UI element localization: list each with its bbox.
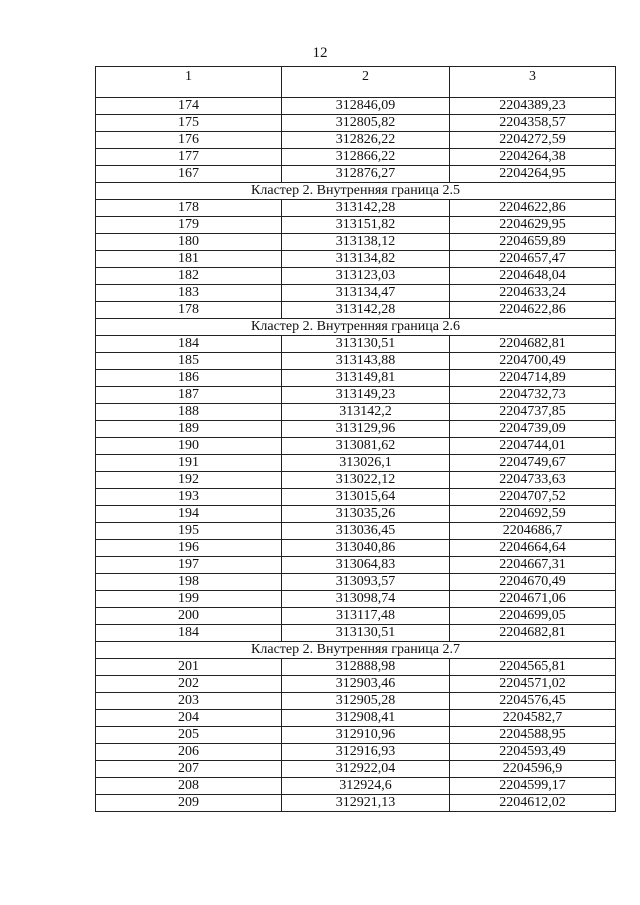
x-coordinate-cell: 313081,62 — [282, 438, 450, 455]
y-coordinate-cell: 2204565,81 — [450, 659, 616, 676]
point-number-cell: 182 — [96, 268, 282, 285]
x-coordinate-cell: 313142,28 — [282, 200, 450, 217]
point-number-cell: 191 — [96, 455, 282, 472]
point-number-cell: 208 — [96, 778, 282, 795]
page-number: 12 — [312, 45, 328, 61]
table-row — [96, 132, 616, 149]
x-coordinate-cell: 312921,13 — [282, 795, 450, 812]
coordinates-table — [95, 66, 616, 812]
cluster-heading: Кластер 2. Внутренняя граница 2.6 — [96, 319, 616, 336]
x-coordinate-cell: 312905,28 — [282, 693, 450, 710]
point-number-cell: 199 — [96, 591, 282, 608]
y-coordinate-cell: 2204682,81 — [450, 625, 616, 642]
y-coordinate-cell: 2204739,09 — [450, 421, 616, 438]
x-coordinate-cell: 313142,2 — [282, 404, 450, 421]
x-coordinate-cell: 312876,27 — [282, 166, 450, 183]
y-coordinate-cell: 2204588,95 — [450, 727, 616, 744]
x-coordinate-cell: 313036,45 — [282, 523, 450, 540]
point-number-cell: 180 — [96, 234, 282, 251]
point-number-cell: 185 — [96, 353, 282, 370]
table-row — [96, 370, 616, 387]
point-number-cell: 196 — [96, 540, 282, 557]
cluster-heading: Кластер 2. Внутренняя граница 2.7 — [96, 642, 616, 659]
table-row — [96, 506, 616, 523]
x-coordinate-cell: 313138,12 — [282, 234, 450, 251]
point-number-cell: 175 — [96, 115, 282, 132]
x-coordinate-cell: 312805,82 — [282, 115, 450, 132]
point-number-cell: 193 — [96, 489, 282, 506]
y-coordinate-cell: 2204749,67 — [450, 455, 616, 472]
table-row — [96, 489, 616, 506]
point-number-cell: 209 — [96, 795, 282, 812]
table-row — [96, 387, 616, 404]
x-coordinate-cell: 313022,12 — [282, 472, 450, 489]
y-coordinate-cell: 2204272,59 — [450, 132, 616, 149]
y-coordinate-cell: 2204699,05 — [450, 608, 616, 625]
table-row — [96, 234, 616, 251]
x-coordinate-cell: 312910,96 — [282, 727, 450, 744]
table-row — [96, 166, 616, 183]
x-coordinate-cell: 313149,81 — [282, 370, 450, 387]
table-row — [96, 285, 616, 302]
y-coordinate-cell: 2204671,06 — [450, 591, 616, 608]
x-coordinate-cell: 312908,41 — [282, 710, 450, 727]
x-coordinate-cell: 312916,93 — [282, 744, 450, 761]
y-coordinate-cell: 2204264,38 — [450, 149, 616, 166]
x-coordinate-cell: 313098,74 — [282, 591, 450, 608]
x-coordinate-cell: 313143,88 — [282, 353, 450, 370]
point-number-cell: 188 — [96, 404, 282, 421]
y-coordinate-cell: 2204744,01 — [450, 438, 616, 455]
point-number-cell: 187 — [96, 387, 282, 404]
y-coordinate-cell: 2204599,17 — [450, 778, 616, 795]
table-row — [96, 251, 616, 268]
y-coordinate-cell: 2204582,7 — [450, 710, 616, 727]
point-number-cell: 192 — [96, 472, 282, 489]
point-number-cell: 204 — [96, 710, 282, 727]
y-coordinate-cell: 2204664,64 — [450, 540, 616, 557]
table-row — [96, 540, 616, 557]
point-number-cell: 201 — [96, 659, 282, 676]
x-coordinate-cell: 313142,28 — [282, 302, 450, 319]
y-coordinate-cell: 2204264,95 — [450, 166, 616, 183]
table-row — [96, 625, 616, 642]
point-number-cell: 200 — [96, 608, 282, 625]
point-number-cell: 181 — [96, 251, 282, 268]
point-number-cell: 184 — [96, 625, 282, 642]
table-row — [96, 149, 616, 166]
table-row — [96, 200, 616, 217]
table-row — [96, 710, 616, 727]
x-coordinate-cell: 312866,22 — [282, 149, 450, 166]
y-coordinate-cell: 2204682,81 — [450, 336, 616, 353]
point-number-cell: 176 — [96, 132, 282, 149]
y-coordinate-cell: 2204692,59 — [450, 506, 616, 523]
column-header-2: 2 — [282, 67, 450, 98]
y-coordinate-cell: 2204707,52 — [450, 489, 616, 506]
y-coordinate-cell: 2204714,89 — [450, 370, 616, 387]
y-coordinate-cell: 2204612,02 — [450, 795, 616, 812]
cluster-heading-row — [96, 319, 616, 336]
point-number-cell: 178 — [96, 302, 282, 319]
y-coordinate-cell: 2204733,63 — [450, 472, 616, 489]
table-row — [96, 421, 616, 438]
table-row — [96, 659, 616, 676]
x-coordinate-cell: 313026,1 — [282, 455, 450, 472]
table-row — [96, 795, 616, 812]
x-coordinate-cell: 313117,48 — [282, 608, 450, 625]
x-coordinate-cell: 313093,57 — [282, 574, 450, 591]
y-coordinate-cell: 2204576,45 — [450, 693, 616, 710]
table-row — [96, 523, 616, 540]
table-row — [96, 438, 616, 455]
table-row — [96, 472, 616, 489]
cluster-heading: Кластер 2. Внутренняя граница 2.5 — [96, 183, 616, 200]
table-row — [96, 761, 616, 778]
y-coordinate-cell: 2204571,02 — [450, 676, 616, 693]
y-coordinate-cell: 2204622,86 — [450, 200, 616, 217]
column-header-1: 1 — [96, 67, 282, 98]
table-row — [96, 115, 616, 132]
x-coordinate-cell: 313149,23 — [282, 387, 450, 404]
x-coordinate-cell: 312888,98 — [282, 659, 450, 676]
cluster-heading-row — [96, 642, 616, 659]
y-coordinate-cell: 2204686,7 — [450, 523, 616, 540]
y-coordinate-cell: 2204737,85 — [450, 404, 616, 421]
table-row — [96, 336, 616, 353]
point-number-cell: 202 — [96, 676, 282, 693]
x-coordinate-cell: 313130,51 — [282, 625, 450, 642]
table-row — [96, 727, 616, 744]
x-coordinate-cell: 313015,64 — [282, 489, 450, 506]
point-number-cell: 203 — [96, 693, 282, 710]
y-coordinate-cell: 2204629,95 — [450, 217, 616, 234]
cluster-heading-row — [96, 183, 616, 200]
point-number-cell: 205 — [96, 727, 282, 744]
y-coordinate-cell: 2204670,49 — [450, 574, 616, 591]
point-number-cell: 206 — [96, 744, 282, 761]
point-number-cell: 195 — [96, 523, 282, 540]
table-row — [96, 608, 616, 625]
x-coordinate-cell: 312826,22 — [282, 132, 450, 149]
y-coordinate-cell: 2204389,23 — [450, 98, 616, 115]
point-number-cell: 189 — [96, 421, 282, 438]
point-number-cell: 174 — [96, 98, 282, 115]
table-row — [96, 693, 616, 710]
table-row — [96, 404, 616, 421]
x-coordinate-cell: 313134,82 — [282, 251, 450, 268]
x-coordinate-cell: 313151,82 — [282, 217, 450, 234]
x-coordinate-cell: 313134,47 — [282, 285, 450, 302]
x-coordinate-cell: 313064,83 — [282, 557, 450, 574]
x-coordinate-cell: 313129,96 — [282, 421, 450, 438]
table-row — [96, 98, 616, 115]
table-row — [96, 574, 616, 591]
table-row — [96, 217, 616, 234]
point-number-cell: 178 — [96, 200, 282, 217]
y-coordinate-cell: 2204648,04 — [450, 268, 616, 285]
point-number-cell: 184 — [96, 336, 282, 353]
x-coordinate-cell: 312846,09 — [282, 98, 450, 115]
table-row — [96, 302, 616, 319]
table-row — [96, 268, 616, 285]
y-coordinate-cell: 2204659,89 — [450, 234, 616, 251]
y-coordinate-cell: 2204593,49 — [450, 744, 616, 761]
point-number-cell: 179 — [96, 217, 282, 234]
point-number-cell: 183 — [96, 285, 282, 302]
x-coordinate-cell: 313123,03 — [282, 268, 450, 285]
y-coordinate-cell: 2204622,86 — [450, 302, 616, 319]
table-row — [96, 676, 616, 693]
y-coordinate-cell: 2204732,73 — [450, 387, 616, 404]
point-number-cell: 177 — [96, 149, 282, 166]
y-coordinate-cell: 2204596,9 — [450, 761, 616, 778]
x-coordinate-cell: 312922,04 — [282, 761, 450, 778]
column-header-3: 3 — [450, 67, 616, 98]
table-row — [96, 353, 616, 370]
table-row — [96, 557, 616, 574]
x-coordinate-cell: 312903,46 — [282, 676, 450, 693]
point-number-cell: 197 — [96, 557, 282, 574]
y-coordinate-cell: 2204657,47 — [450, 251, 616, 268]
point-number-cell: 207 — [96, 761, 282, 778]
table-header-row — [96, 67, 616, 98]
y-coordinate-cell: 2204667,31 — [450, 557, 616, 574]
x-coordinate-cell: 313040,86 — [282, 540, 450, 557]
x-coordinate-cell: 312924,6 — [282, 778, 450, 795]
coordinates-table-body — [96, 67, 616, 812]
table-row — [96, 778, 616, 795]
point-number-cell: 198 — [96, 574, 282, 591]
table-row — [96, 455, 616, 472]
point-number-cell: 190 — [96, 438, 282, 455]
y-coordinate-cell: 2204358,57 — [450, 115, 616, 132]
point-number-cell: 167 — [96, 166, 282, 183]
y-coordinate-cell: 2204633,24 — [450, 285, 616, 302]
y-coordinate-cell: 2204700,49 — [450, 353, 616, 370]
x-coordinate-cell: 313035,26 — [282, 506, 450, 523]
x-coordinate-cell: 313130,51 — [282, 336, 450, 353]
point-number-cell: 186 — [96, 370, 282, 387]
table-row — [96, 591, 616, 608]
table-row — [96, 744, 616, 761]
point-number-cell: 194 — [96, 506, 282, 523]
